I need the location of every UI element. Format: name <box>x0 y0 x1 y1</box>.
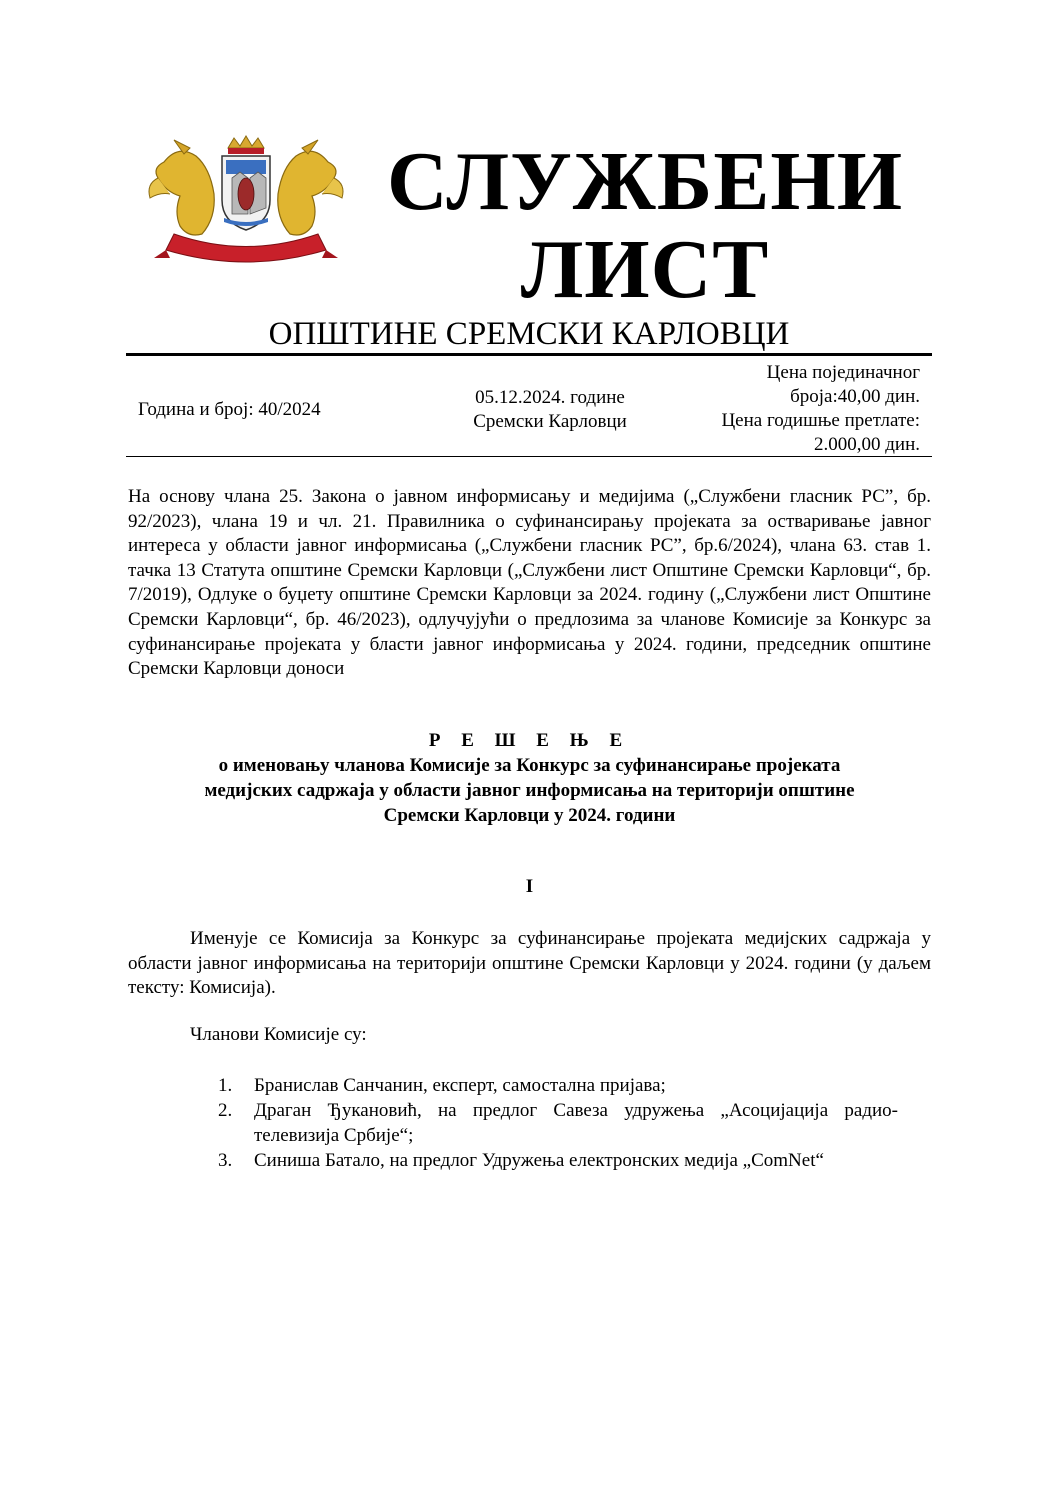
coat-of-arms-icon <box>144 134 348 268</box>
members-list <box>218 1073 898 1173</box>
list-item-number: 2. <box>218 1100 233 1121</box>
price-annual-line1: Цена годишње претлате: <box>721 410 920 431</box>
list-item <box>218 1073 898 1098</box>
price-annual-line2: 2.000,00 дин. <box>813 434 920 455</box>
intro-paragraph: На основу члана 25. Закона о јавном информисању и медијима („Службени гласник РС”, бр. 92/2023), члана 19 и чл. 21. Правилника о суфинансирању пројеката за остваривање јавног интереса у области јавног информисања („Службени гласник РС”, бр.6/2024), члана 63. став 1. тачка 13 Статута општине Сремски Карловци („Службени лист Општине Сремски Карловци“, бр. 7/2019), Одлуке о буџету општине Сремски Карловци за 2024. годину („Службени лист Општине Сремски Карловци“, бр. 46/2023), одлучујући о предлозима за чланове Комисије за Конкурс за суфинансирање пројеката у бласти јавног информисања у 2024. години, председник општине Сремски Карловци доноси <box>128 486 931 680</box>
members-label: Чланови Комисије су: <box>190 1024 367 1045</box>
list-item <box>218 1148 898 1173</box>
list-item <box>218 1098 898 1148</box>
issue-date: 05.12.2024. године <box>475 387 625 408</box>
list-item-text: Бранислав Санчанин, експерт, самостална пријава; <box>254 1075 666 1096</box>
header-bottom-rule <box>126 456 932 457</box>
section-number: I <box>525 876 534 897</box>
issue-number: Година и број: 40/2024 <box>138 399 321 420</box>
price-single-line2: броја:40,00 дин. <box>790 386 920 407</box>
masthead-subtitle: ОПШТИНЕ СРЕМСКИ КАРЛОВЦИ <box>268 316 790 352</box>
header-top-rule <box>126 353 932 356</box>
list-item-text: Драган Ђукановић, на предлог Савеза удружења „Асоцијација радио-телевизија Србије“; <box>254 1100 898 1146</box>
list-item-text: Синиша Батало, на предлог Удружења електронских медија „ComNet“ <box>254 1150 824 1171</box>
decision-subtitle-line3: Сремски Карловци у 2024. години <box>383 805 676 826</box>
issue-place: Сремски Карловци <box>473 411 627 432</box>
section-paragraph: Именује се Комисија за Конкурс за суфинансирање пројеката медијских садржаја у области јавног информисања на територији општине Сремски Карловци у 2024. години (у даљем тексту: Комисија). <box>128 928 931 999</box>
masthead-title-line2: ЛИСТ <box>520 223 770 316</box>
list-item-number: 3. <box>218 1150 233 1171</box>
list-item-number: 1. <box>218 1075 233 1096</box>
masthead-title-line1: СЛУЖБЕНИ <box>386 135 904 228</box>
price-single-line1: Цена појединачног <box>766 362 920 383</box>
price-info <box>640 361 920 457</box>
decision-subtitle-line2: медијских садржаја у области јавног информисања на територији општине <box>204 780 855 801</box>
issue-date-place <box>440 386 660 434</box>
decision-heading <box>128 728 931 828</box>
decision-subtitle-line1: о именовању чланова Комисије за Конкурс за суфинансирање пројеката <box>218 755 841 776</box>
decision-title: Р Е Ш Е Њ Е <box>428 730 631 751</box>
